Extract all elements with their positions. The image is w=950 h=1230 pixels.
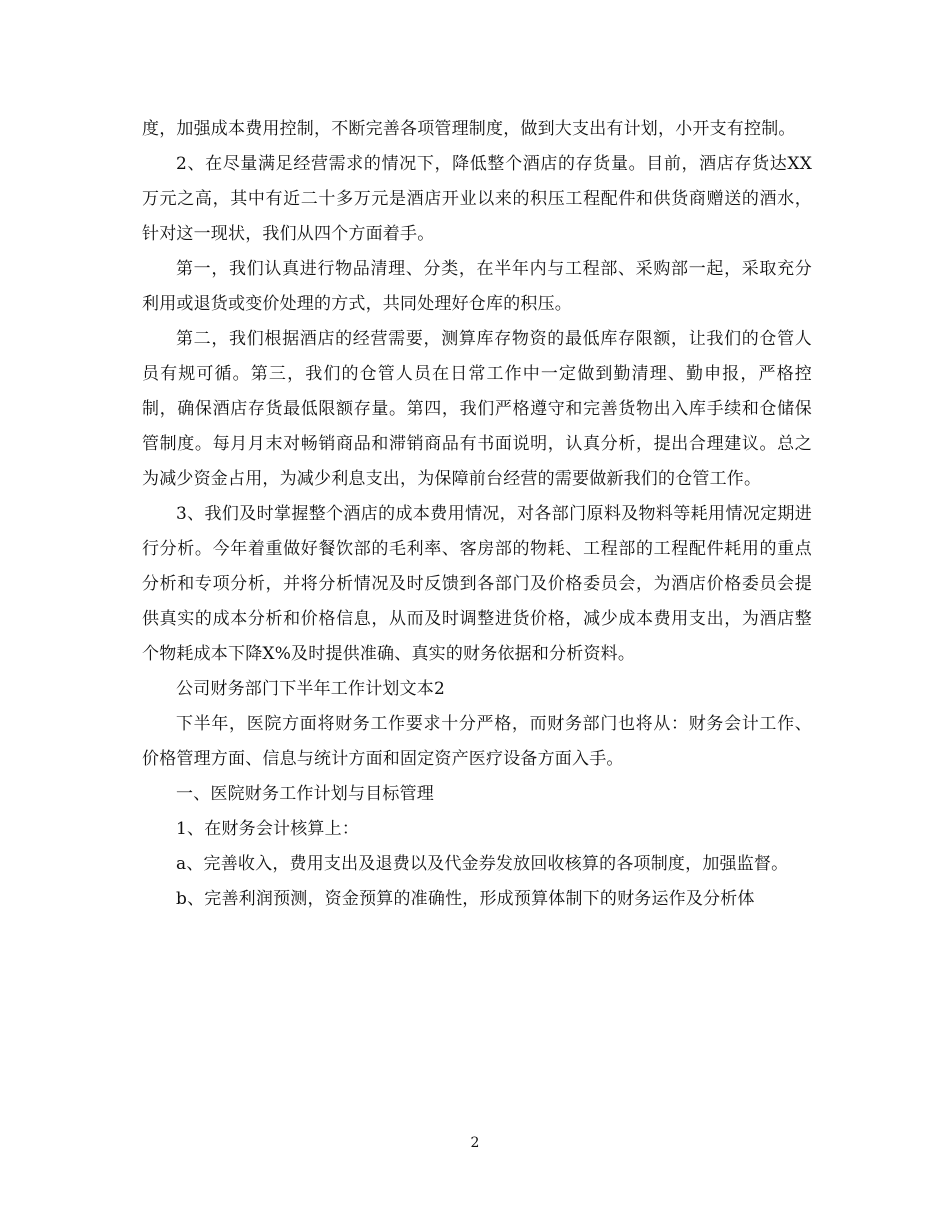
paragraph-inventory-reduction: 2、在尽量满足经营需求的情况下，降低整个酒店的存货量。目前，酒店存货达XX万元之高，其中有近二十多万元是酒店开业以来的积压工程配件和供货商赠送的酒水，针对这一现状，我们从四个方面着手。 (142, 154, 812, 244)
paragraph-cost-analysis: 3、我们及时掌握整个酒店的成本费用情况，对各部门原料及物料等耗用情况定期进行分析。今年着重做好餐饮部的毛利率、客房部的物耗、工程部的工程配件耗用的重点分析和专项分析，并将分析情况及时反馈到各部门及价格委员会，为酒店价格委员会提供真实的成本分析和价格信息，从而及时调整进货价格，减少成本费用支出，为酒店整个物耗成本下降X%及时提供准确、真实的财务依据和分析资料。 (142, 504, 812, 664)
heading-financial-plan-target-management: 一、医院财务工作计划与目标管理 (176, 784, 434, 804)
paragraph-second-to-fourth-measures: 第二，我们根据酒店的经营需要，测算库存物资的最低库存限额，让我们的仓管人员有规可循。第三，我们的仓管人员在日常工作中一定做到勤清理、勤申报，严格控制，确保酒店存货最低限额存量。第四，我们严格遵守和完善货物出入库手续和仓储保管制度。每月月末对畅销商品和滞销商品有书面说明，认真分析，提出合理建议。总之为减少资金占用，为减少利息支出，为保障前台经营的需要做新我们的仓管工作。 (142, 329, 812, 489)
page-number: 2 (470, 1135, 480, 1151)
item-financial-accounting: 1、在财务会计核算上： (176, 819, 360, 839)
paragraph-first-measure: 第一，我们认真进行物品清理、分类，在半年内与工程部、采购部一起，采取充分利用或退货或变价处理的方式，共同处理好仓库的积压。 (142, 259, 812, 314)
item-profit-forecast: b、完善利润预测，资金预算的准确性，形成预算体制下的财务运作及分析体 (176, 889, 755, 909)
document-body (142, 112, 812, 917)
section-heading-text-2: 公司财务部门下半年工作计划文本2 (176, 679, 446, 699)
paragraph-second-half-overview: 下半年，医院方面将财务工作要求十分严格，而财务部门也将从：财务会计工作、价格管理方面、信息与统计方面和固定资产医疗设备方面入手。 (142, 714, 812, 769)
paragraph-continuation: 度，加强成本费用控制，不断完善各项管理制度，做到大支出有计划，小开支有控制。 (142, 119, 796, 139)
item-income-expense-system: a、完善收入，费用支出及退费以及代金券发放回收核算的各项制度，加强监督。 (176, 854, 789, 874)
